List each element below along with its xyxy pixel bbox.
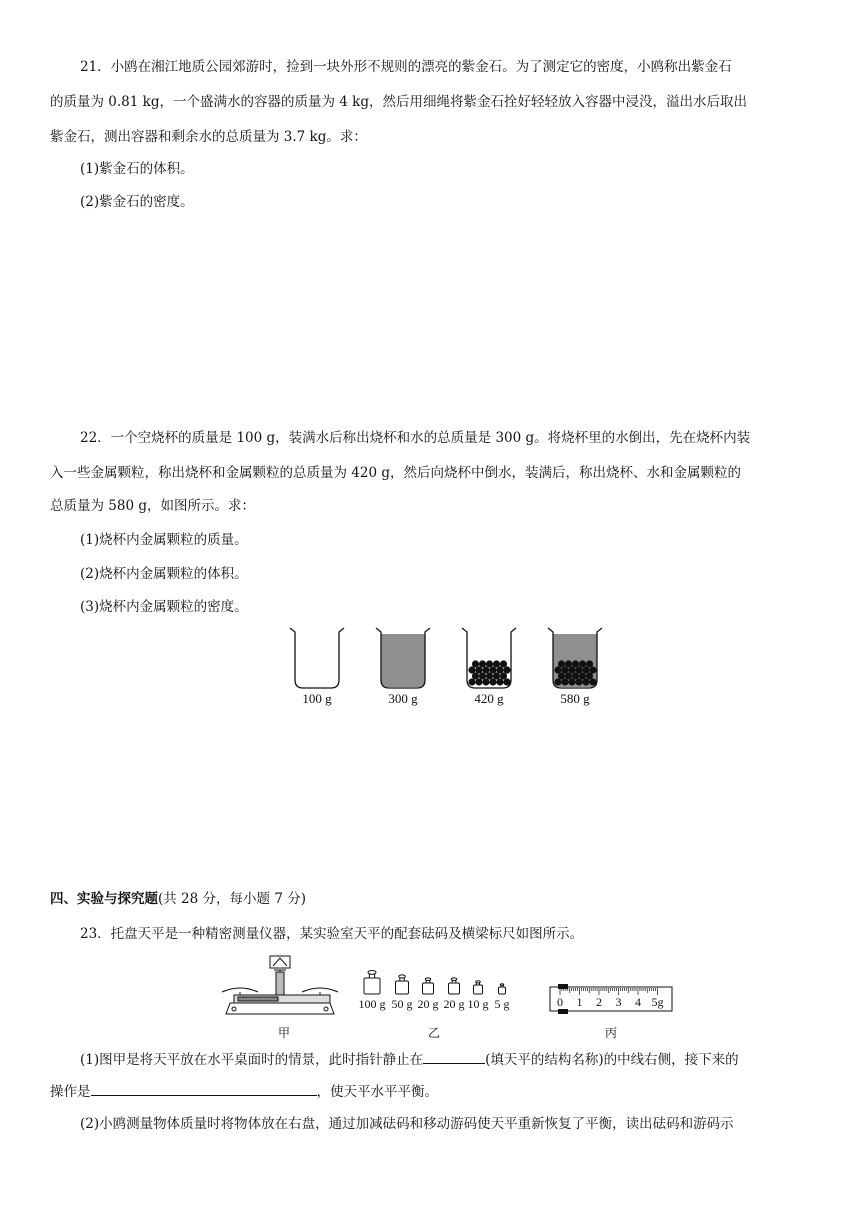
beakers-figure [280,624,620,694]
q23-p1-line-2 [50,1082,438,1101]
balance-icon [222,956,338,1014]
q22-line-3: 总质量为 580 g，如图所示。求： [50,498,255,514]
fig-label-bing: 丙 [604,1026,617,1040]
fig-label-yi: 乙 [427,1026,440,1040]
beaker-label: 300 g [388,691,418,706]
weight-label: 20 g [417,997,439,1011]
weight-label: 100 g [358,997,386,1011]
q23-p1-c: 操作是 [50,1084,91,1100]
section-heading-note: (共 28 分，每小题 7 分) [158,891,306,907]
q21-sub-1: (1)紫金石的体积。 [80,161,194,177]
weight-6 [499,984,506,994]
ruler-tick-label: 3 [615,995,622,1009]
beaker-label: 580 g [560,691,590,706]
weight-label: 10 g [467,997,489,1011]
q23-p1-a: (1)图甲是将天平放在水平桌面时的情景，此时指针静止在 [80,1052,424,1068]
q21-sub-2: (2)紫金石的密度。 [80,194,194,210]
q21-line-2: 的质量为 0.81 kg，一个盛满水的容器的质量为 4 kg，然后用细绳将紫金石拴好轻轻放入容器中浸没，溢出水后取出 [50,94,747,110]
beaker-2 [376,628,430,688]
beaker-label: 100 g [302,691,332,706]
weights-figure [356,962,526,998]
weight-label: 50 g [391,997,413,1011]
weight-3 [423,978,434,994]
q23-p1-b: (填天平的结构名称)的中线右侧，接下来的 [485,1052,739,1068]
weight-5 [474,981,483,994]
answer-blank-1[interactable] [423,1050,485,1064]
ruler-tick-label: 5g [651,995,664,1009]
weight-label: 20 g [443,997,465,1011]
q22-line-2: 入一些金属颗粒，称出烧杯和金属颗粒的总质量为 420 g，然后向烧杯中倒水，装满后，称出烧杯、水和金属颗粒的 [50,465,741,481]
q22-sub-1: (1)烧杯内金属颗粒的质量。 [80,532,248,548]
section-heading [50,890,306,908]
q23-p1-d: ，使天平水平平衡。 [316,1084,438,1100]
ruler-tick-label: 4 [635,995,641,1009]
q23-p1-line-1 [80,1050,739,1069]
fig-label-jia: 甲 [277,1026,290,1040]
q22-sub-2: (2)烧杯内金属颗粒的体积。 [80,566,248,582]
beaker-label: 420 g [474,691,504,706]
q22-sub-3: (3)烧杯内金属颗粒的密度。 [80,599,248,615]
q22-line-1: 22．一个空烧杯的质量是 100 g，装满水后称出烧杯和水的总质量是 300 g。将烧杯里的水倒出，先在烧杯内装 [80,430,751,446]
water-fill [381,634,425,687]
weight-2 [396,975,409,994]
beaker-3 [462,628,516,688]
answer-blank-2[interactable] [91,1082,317,1096]
beaker-outline [290,628,344,688]
q21-line-1: 21．小鸥在湘江地质公园郊游时，捡到一块外形不规则的漂亮的紫金石。为了测定它的密度，小鸥称出紫金石 [80,59,732,75]
metal-particles [468,660,510,685]
q23-line-1: 23．托盘天平是一种精密测量仪器，某实验室天平的配套砝码及横梁标尺如图所示。 [80,926,584,942]
q21-line-3: 紫金石，测出容器和剩余水的总质量为 3.7 kg。求： [50,129,367,145]
ruler-tick-label: 0 [557,995,563,1009]
beaker-4 [548,628,602,688]
weight-1 [364,970,380,994]
ruler-tick-label: 2 [596,995,602,1009]
section-heading-title: 四、实验与探究题 [50,891,158,907]
weight-label: 5 g [494,997,510,1011]
beaker-1 [290,628,344,688]
weight-4 [449,978,460,994]
ruler-tick-label: 1 [576,995,583,1009]
balance-figure [220,950,340,1020]
q23-p2-line-1: (2)小鸥测量物体质量时将物体放在右盘，通过加减砝码和移动游码使天平重新恢复了平衡，读出砝码和游码示 [80,1116,734,1132]
metal-particles [554,660,596,685]
